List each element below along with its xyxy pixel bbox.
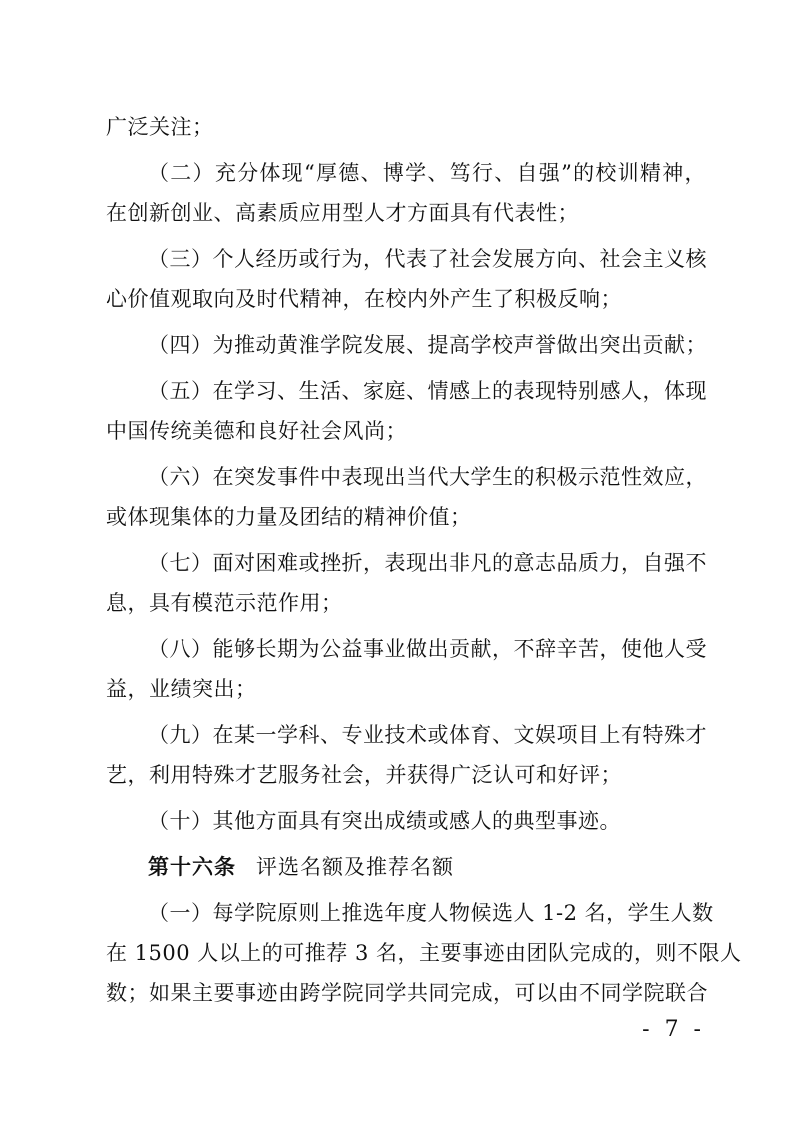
page-number: - 7 - <box>642 1017 705 1042</box>
text-line: 中国传统美德和良好社会风尚； <box>106 419 407 443</box>
text-line: （六）在突发事件中表现出当代大学生的积极示范性效应， <box>148 465 707 489</box>
text-line: （一）每学院原则上推选年度人物候选人 1-2 名，学生人数 <box>148 901 714 925</box>
text-line: 广泛关注； <box>106 115 214 139</box>
text-line: （五）在学习、生活、家庭、情感上的表现特别感人，体现 <box>148 379 707 403</box>
text-line: （三）个人经历或行为，代表了社会发展方向、社会主义核 <box>148 247 707 271</box>
text-line: （十）其他方面具有突出成绩或感人的典型事迹。 <box>148 809 621 833</box>
text-line: 数；如果主要事迹由跨学院同学共同完成，可以由不同学院联合 <box>106 981 708 1005</box>
text-line: 心价值观取向及时代精神，在校内外产生了积极反响； <box>106 287 622 311</box>
text-line: 或体现集体的力量及团结的精神价值； <box>106 505 472 529</box>
article-title: 评选名额及推荐名额 <box>256 855 454 879</box>
text-line: 在 1500 人以上的可推荐 3 名，主要事迹由团队完成的，则不限人 <box>106 941 742 965</box>
article-heading <box>148 853 706 881</box>
text-line: （八）能够长期为公益事业做出贡献，不辞辛苦，使他人受 <box>148 637 707 661</box>
text-line: 艺，利用特殊才艺服务社会，并获得广泛认可和好评； <box>106 763 622 787</box>
text-line: （二）充分体现“厚德、博学、笃行、自强”的校训精神， <box>148 161 706 185</box>
text-line: （四）为推动黄淮学院发展、提高学校声誉做出突出贡献； <box>148 333 707 357</box>
text-line: （七）面对困难或挫折，表现出非凡的意志品质力，自强不 <box>148 551 707 575</box>
article-number: 第十六条 <box>148 855 236 879</box>
text-line: 息，具有模范示范作用； <box>106 591 343 615</box>
text-line: 在创新创业、高素质应用型人才方面具有代表性； <box>106 201 579 225</box>
text-line: 益，业绩突出； <box>106 677 257 701</box>
text-line: （九）在某一学科、专业技术或体育、文娱项目上有特殊才 <box>148 723 707 747</box>
